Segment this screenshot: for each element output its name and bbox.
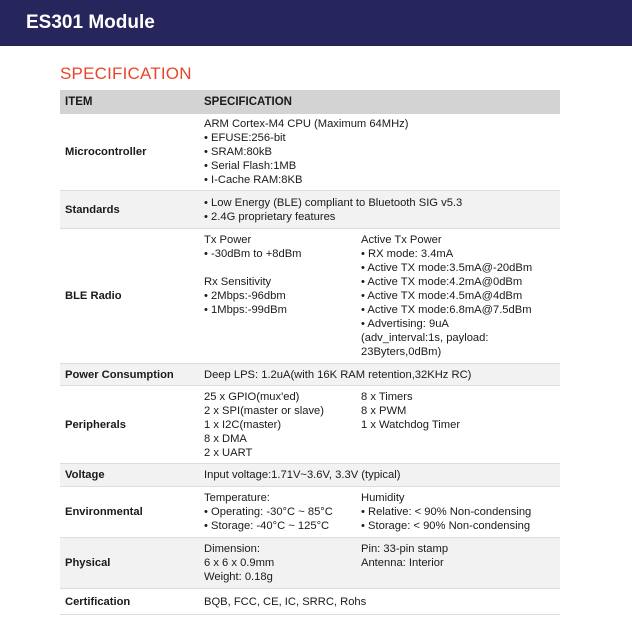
spec-line: • I-Cache RAM:8KB bbox=[204, 174, 303, 186]
spec-line: • Storage: < 90% Non-condensing bbox=[361, 520, 531, 532]
spec-line: • Low Energy (BLE) compliant to Bluetooth SIG v5.3 bbox=[204, 196, 463, 209]
spec-line: Rx Sensitivity bbox=[204, 276, 272, 288]
spec-line: • 2.4G proprietary features bbox=[204, 210, 336, 223]
spec-line: • Operating: -30°C ~ 85°C bbox=[204, 506, 333, 518]
spec-line: 8 x PWM bbox=[361, 404, 407, 417]
table-header-row bbox=[60, 90, 560, 114]
row-label: Power Consumption bbox=[60, 364, 200, 386]
row-value: BQB, FCC, CE, IC, SRRC, Rohs bbox=[200, 589, 560, 615]
header-item: ITEM bbox=[60, 90, 200, 114]
spec-line: • Advertising: 9uA bbox=[361, 318, 449, 330]
row-value bbox=[200, 229, 560, 364]
spec-line: 6 x 6 x 0.9mm bbox=[204, 557, 275, 569]
row-value bbox=[200, 538, 560, 589]
table-row bbox=[60, 191, 560, 229]
spec-line: 8 x Timers bbox=[361, 390, 413, 403]
table-row bbox=[60, 364, 560, 386]
table-row bbox=[60, 589, 560, 615]
row-label: Physical bbox=[60, 538, 200, 589]
spec-line: • RX mode: 3.4mA bbox=[361, 248, 454, 260]
spec-line: • EFUSE:256-bit bbox=[204, 132, 286, 144]
spec-line: • Serial Flash:1MB bbox=[204, 160, 297, 172]
spec-line: Dimension: bbox=[204, 543, 260, 555]
table-row bbox=[60, 538, 560, 589]
section-title: SPECIFICATION bbox=[60, 64, 192, 83]
spec-line: • SRAM:80kB bbox=[204, 146, 272, 158]
header-specification: SPECIFICATION bbox=[200, 90, 560, 114]
row-value bbox=[200, 114, 560, 191]
row-label: Environmental bbox=[60, 487, 200, 538]
spec-line: • 1Mbps:-99dBm bbox=[204, 304, 287, 316]
spec-line: 2 x UART bbox=[204, 446, 253, 459]
spec-line: Temperature: bbox=[204, 492, 270, 504]
table-row bbox=[60, 386, 560, 464]
spec-line: • -30dBm to +8dBm bbox=[204, 248, 302, 260]
row-value bbox=[200, 191, 560, 229]
spec-line: 2 x SPI(master or slave) bbox=[204, 404, 324, 417]
spec-line: 23Byters,0dBm) bbox=[361, 346, 442, 358]
spec-line: • Relative: < 90% Non-condensing bbox=[361, 506, 532, 518]
spec-line: ARM Cortex-M4 CPU (Maximum 64MHz) bbox=[204, 118, 409, 130]
table-row bbox=[60, 114, 560, 191]
row-label: Standards bbox=[60, 191, 200, 229]
spec-line: • Active TX mode:6.8mA@7.5dBm bbox=[361, 304, 532, 316]
row-value: Input voltage:1.71V~3.6V, 3.3V (typical) bbox=[200, 464, 560, 487]
spec-line: • Active TX mode:3.5mA@-20dBm bbox=[361, 262, 533, 274]
spec-line: Antenna: Interior bbox=[361, 557, 444, 569]
table-row bbox=[60, 229, 560, 364]
specification-table bbox=[60, 90, 560, 615]
spec-line: • Active TX mode:4.2mA@0dBm bbox=[361, 276, 523, 288]
spec-line: Pin: 33-pin stamp bbox=[361, 543, 449, 555]
row-label: Certification bbox=[60, 589, 200, 615]
table-row bbox=[60, 464, 560, 487]
row-value: Deep LPS: 1.2uA(with 16K RAM retention,32KHz RC) bbox=[200, 364, 560, 386]
table-row bbox=[60, 487, 560, 538]
row-value bbox=[200, 386, 560, 464]
spec-line: (adv_interval:1s, payload: bbox=[361, 332, 489, 344]
spec-line: • Storage: -40°C ~ 125°C bbox=[204, 520, 330, 532]
row-label: Microcontroller bbox=[60, 114, 200, 191]
spec-line: • 2Mbps:-96dbm bbox=[204, 290, 286, 302]
row-label: Voltage bbox=[60, 464, 200, 487]
spec-line: • Active TX mode:4.5mA@4dBm bbox=[361, 290, 523, 302]
spec-line: Humidity bbox=[361, 492, 405, 504]
module-title: ES301 Module bbox=[26, 12, 155, 33]
spec-line: Active Tx Power bbox=[361, 234, 442, 246]
spec-line: 8 x DMA bbox=[204, 432, 247, 445]
page-header bbox=[0, 0, 632, 46]
row-label: BLE Radio bbox=[60, 229, 200, 364]
spec-line: Tx Power bbox=[204, 234, 252, 246]
spec-line: 25 x GPIO(mux'ed) bbox=[204, 390, 300, 403]
row-value bbox=[200, 487, 560, 538]
spec-line: 1 x I2C(master) bbox=[204, 418, 282, 431]
row-label: Peripherals bbox=[60, 386, 200, 464]
spec-line: Weight: 0.18g bbox=[204, 571, 273, 583]
spec-line: 1 x Watchdog Timer bbox=[361, 418, 461, 431]
